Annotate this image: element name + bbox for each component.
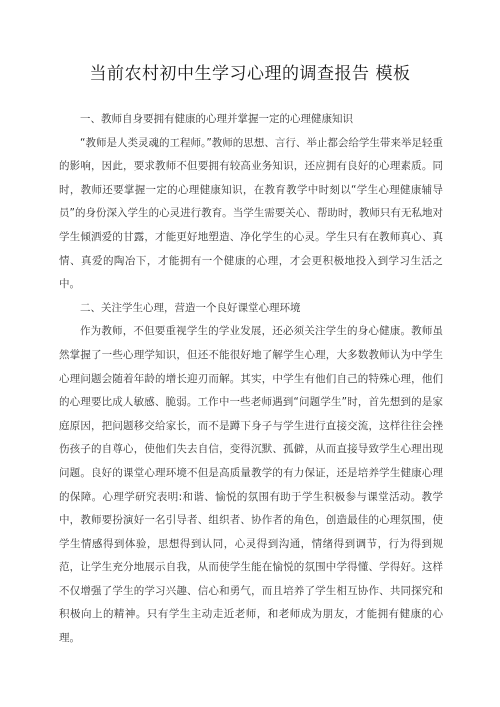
document-body [59, 108, 443, 651]
section-heading-2: 二、关注学生心理，营造一个良好课堂心理环境 [80, 301, 301, 314]
section-paragraph-2: 作为教师，不但要重视学生的学业发展，还必须关注学生的身心健康。教师虽然掌握了一些心理学知识，但还不能很好地了解学生心理，大多数教师认为中学生心理问题会随着年龄的增长迎刃而解。其实，中学生有他们自己的特殊心理，他们的心理要比成人敏感、脆弱。工作中一些老师遇到“问题学生”时，首先想到的是家庭原因，把问题移交给家长，而不是蹲下身子与学生进行直接交流，这样往往会挫伤孩子的自尊心，使他们失去自信，变得沉默、孤僻，从而直接导致学生心理出现问题。良好的课堂心理环境不但是高质量教学的有力保证，还是培养学生健康心理的保障。心理学研究表明:和谐、愉悦的氛围有助于学生积极参与课堂活动。教学中，教师要扮演好一名引导者、组织者、协作者的角色，创造最佳的心理氛围，使学生情感得到体验，思想得到认同，心灵得到沟通，情绪得到调节，行为得到规范，让学生充分地展示自我，从而使学生能在愉悦的氛围中学得懂、学得好。这样不仅增强了学生的学习兴趣、信心和勇气，而且培养了学生相互协作、共同探究和积极向上的精神。只有学生主动走近老师，和老师成为朋友，才能拥有健康的心理。 [59, 325, 443, 645]
document-title: 当前农村初中生学习心理的调查报告 模板 [89, 64, 411, 84]
section-paragraph-1: “教师是人类灵魂的工程师。”教师的思想、言行、举止都会给学生带来举足轻重的影响，因此，要求教师不但要拥有较高业务知识，还应拥有良好的心理素质。同时，教师还要掌握一定的心理健康知识，在教育教学中时刻以“学生心理健康辅导员”的身份深入学生的心灵进行教育。当学生需要关心、帮助时，教师只有无私地对学生倾洒爱的甘露，才能更好地塑造、净化学生的心灵。学生只有在教师真心、真情、真爱的陶冶下，才能拥有一个健康的心理，才会更积极地投入到学习生活之中。 [59, 136, 443, 291]
section-heading-1: 一、教师自身要拥有健康的心理并掌握一定的心理健康知识 [80, 113, 353, 125]
